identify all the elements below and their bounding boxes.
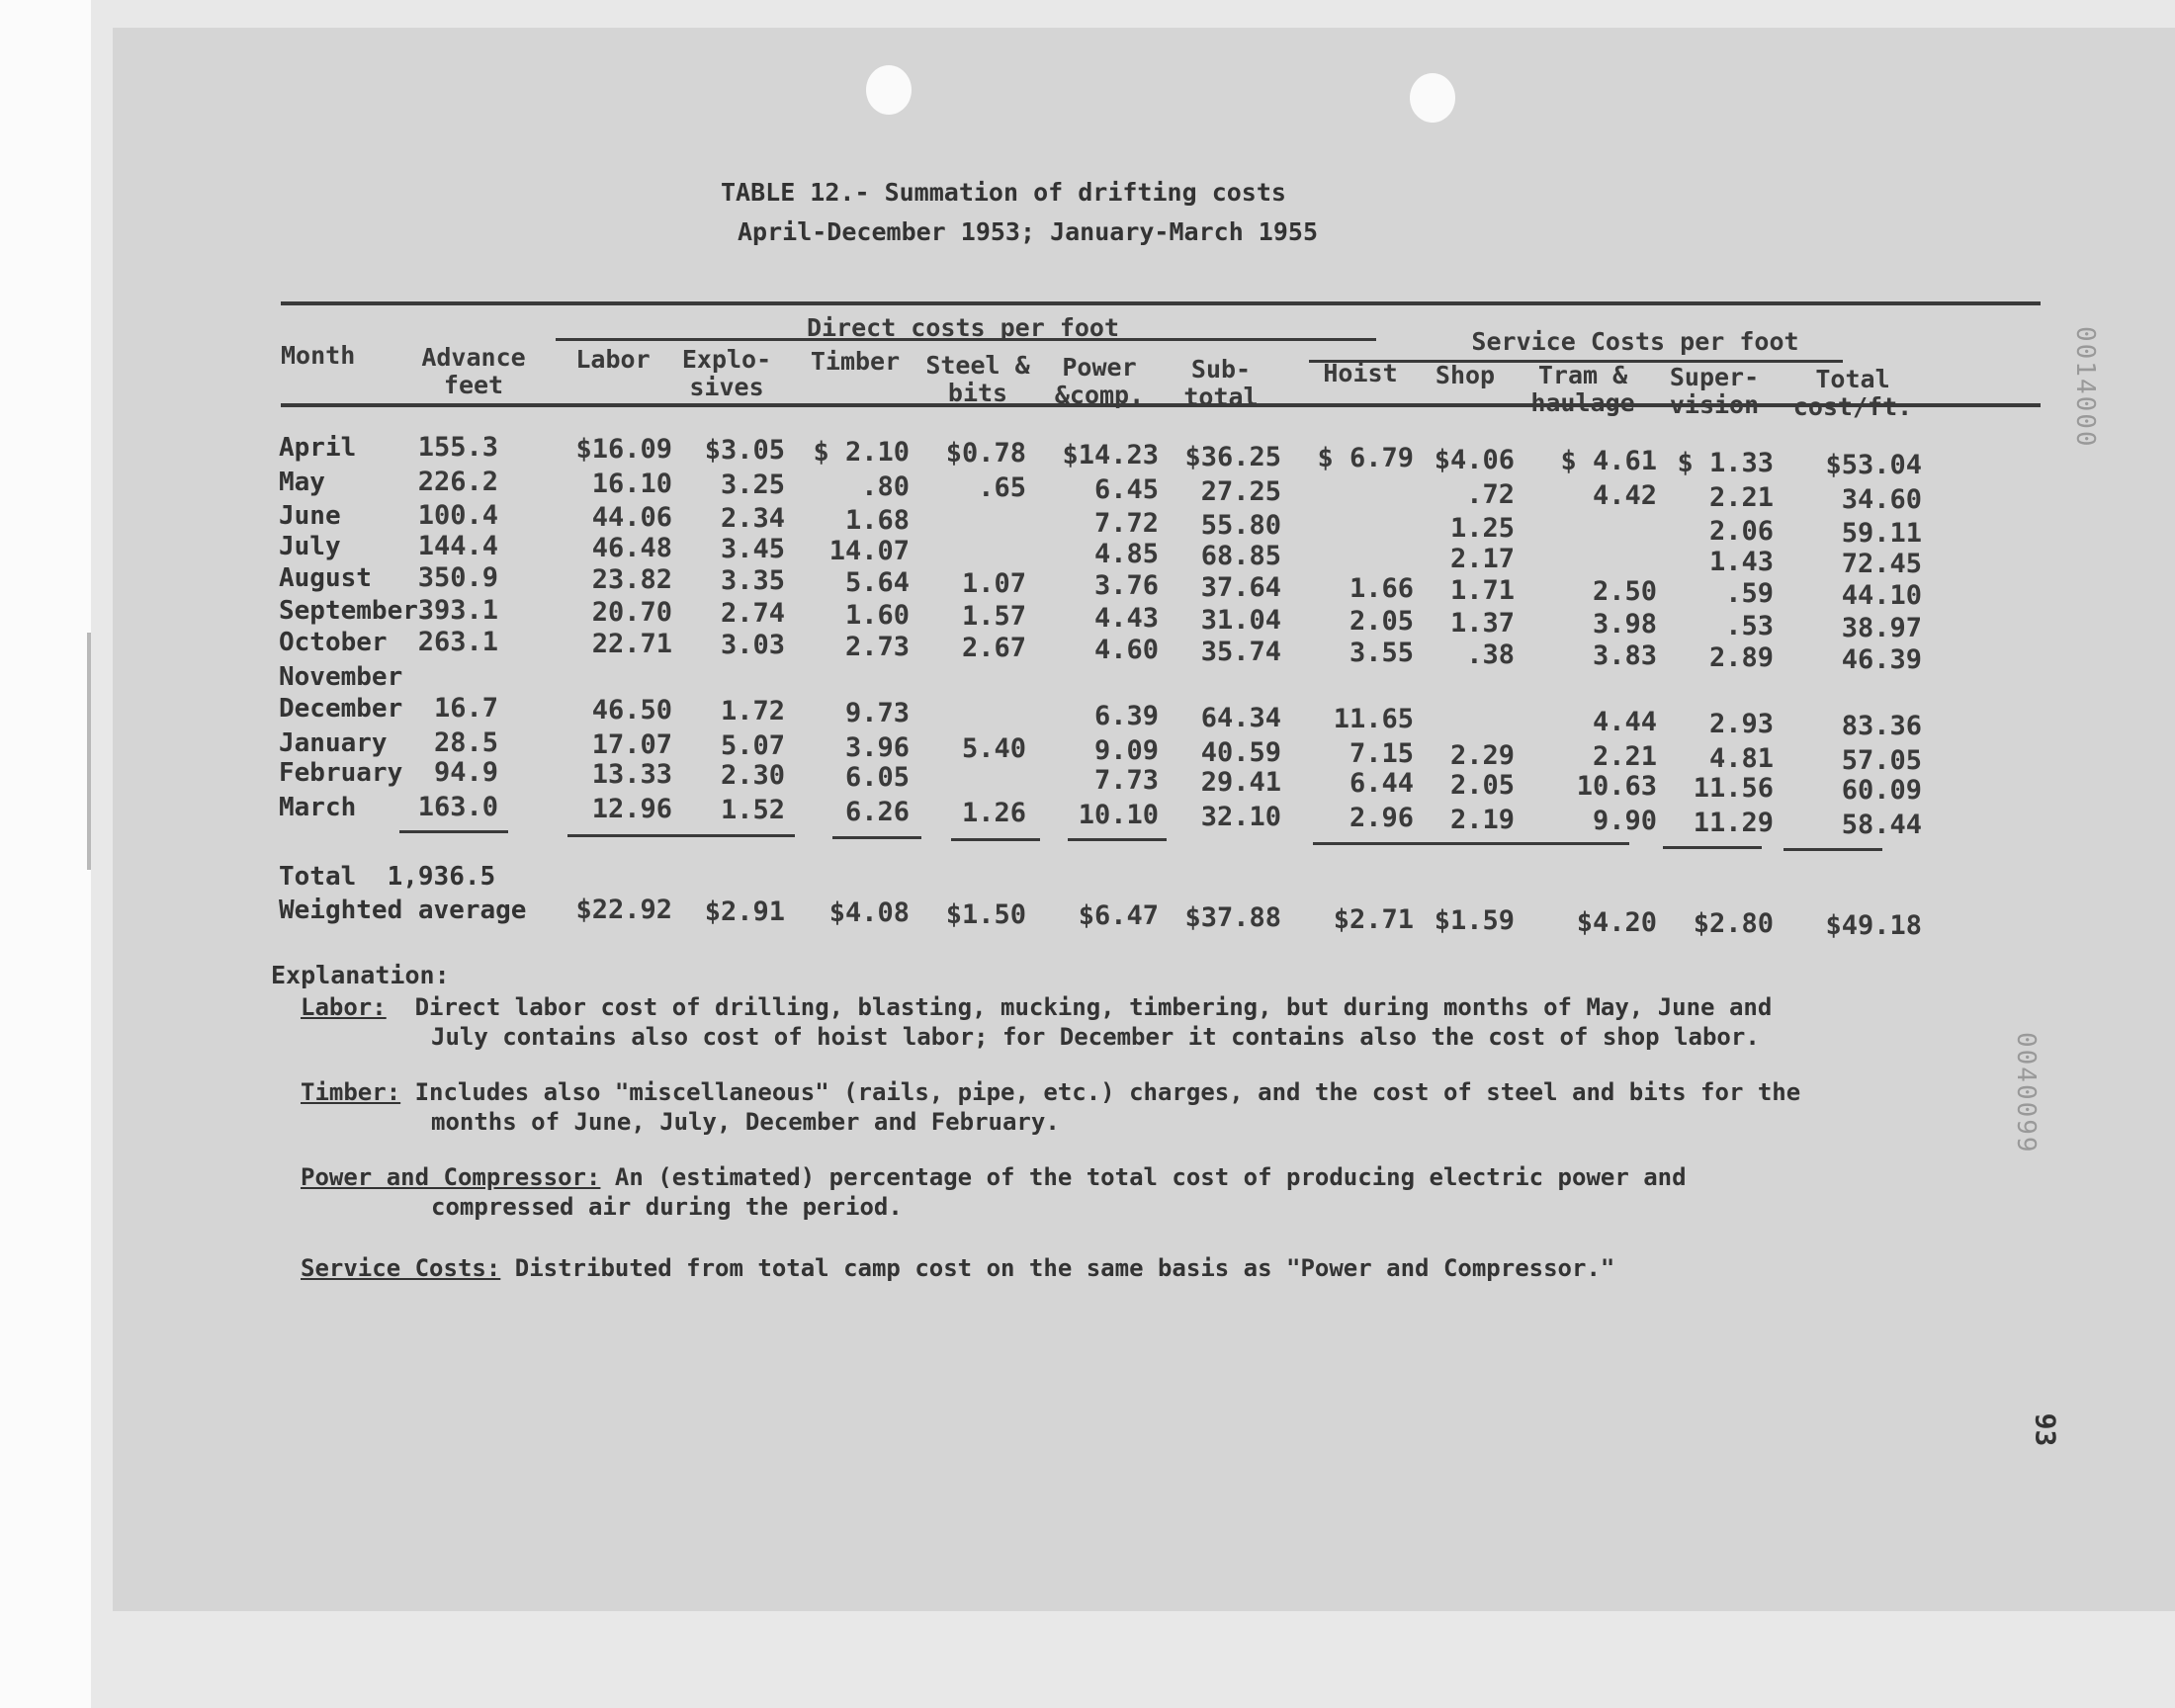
table-cell: 1.57 bbox=[961, 601, 1026, 632]
table-cell: $4.06 bbox=[1434, 445, 1515, 475]
header-month: Month bbox=[281, 341, 356, 370]
column-underline bbox=[567, 834, 795, 837]
row-month-label: January bbox=[279, 728, 388, 758]
table-cell: 9.09 bbox=[1093, 735, 1159, 766]
table-cell: 16.10 bbox=[591, 469, 672, 499]
table-cell: 3.45 bbox=[720, 534, 785, 564]
table-cell: 68.85 bbox=[1200, 541, 1281, 571]
table-cell: 2.89 bbox=[1708, 642, 1774, 673]
header-advance: Advance feet bbox=[421, 343, 526, 399]
table-cell: 4.43 bbox=[1093, 603, 1159, 634]
explanation-service: Service Costs: Distributed from total camp cost on the same basis as "Power and Compressor." bbox=[301, 1254, 1615, 1282]
row-month-label: May bbox=[279, 468, 325, 497]
table-cell: 14.07 bbox=[828, 536, 910, 566]
table-cell: 59.11 bbox=[1841, 518, 1922, 549]
table-cell: 2.21 bbox=[1592, 741, 1657, 772]
table-cell: 2.17 bbox=[1449, 544, 1515, 574]
table-cell: 64.34 bbox=[1200, 703, 1281, 733]
weighted-average-cell: $4.08 bbox=[828, 897, 910, 928]
table-cell: 2.50 bbox=[1592, 576, 1657, 607]
punch-hole bbox=[1410, 73, 1455, 123]
row-month-label: February bbox=[279, 758, 403, 788]
table-cell: 2.74 bbox=[720, 598, 785, 629]
explanation-power: Power and Compressor: An (estimated) percentage of the total cost of producing electric power and compressed air during the period. bbox=[301, 1163, 1687, 1221]
column-underline bbox=[1068, 838, 1167, 841]
table-cell: .53 bbox=[1725, 611, 1774, 641]
table-cell: $ 2.10 bbox=[813, 437, 910, 468]
row-month-label: March bbox=[279, 793, 357, 822]
table-cell: 5.64 bbox=[844, 567, 910, 598]
table-cell: 6.26 bbox=[844, 797, 910, 827]
table-cell: 16.7 bbox=[433, 693, 498, 724]
column-underline bbox=[832, 836, 921, 839]
table-cell: .72 bbox=[1466, 479, 1515, 510]
header-labor: Labor bbox=[575, 345, 651, 374]
table-cell: $ 1.33 bbox=[1677, 448, 1774, 478]
header-power-comp: Power &comp. bbox=[1054, 353, 1145, 409]
table-cell: 46.50 bbox=[591, 695, 672, 726]
row-month-label: October bbox=[279, 628, 388, 657]
table-top-rule bbox=[281, 301, 2041, 305]
table-cell: 20.70 bbox=[591, 597, 672, 628]
table-cell: 6.05 bbox=[844, 762, 910, 793]
table-cell: 3.96 bbox=[844, 732, 910, 763]
row-month-label: August bbox=[279, 563, 372, 593]
table-cell: 6.45 bbox=[1093, 474, 1159, 505]
weighted-average-cell: $2.91 bbox=[704, 897, 785, 927]
header-service-costs: Service Costs per foot bbox=[1471, 327, 1799, 356]
explanation-labor: Labor: Direct labor cost of drilling, blasting, mucking, timbering, but during months of May, June and July contains also cost of hoist labor; for December it contains also the cost of shop labor. bbox=[301, 993, 1773, 1051]
table-cell: 2.34 bbox=[720, 503, 785, 534]
table-cell: 3.03 bbox=[720, 630, 785, 660]
table-cell: .80 bbox=[861, 471, 910, 502]
weighted-average-cell: $22.92 bbox=[575, 895, 672, 925]
weighted-average-label: Weighted average bbox=[279, 896, 527, 925]
table-cell: 1.66 bbox=[1348, 573, 1414, 604]
header-explosives: Explo- sives bbox=[681, 345, 772, 401]
table-cell: $3.05 bbox=[704, 435, 785, 466]
table-cell: 60.09 bbox=[1841, 775, 1922, 806]
header-hoist: Hoist bbox=[1323, 359, 1398, 387]
table-cell: 350.9 bbox=[417, 562, 498, 593]
table-subtitle: April-December 1953; January-March 1955 bbox=[738, 217, 1318, 246]
table-cell: 4.44 bbox=[1592, 707, 1657, 737]
table-cell: 2.73 bbox=[844, 632, 910, 662]
table-cell: 226.2 bbox=[417, 467, 498, 497]
weighted-average-cell: $2.71 bbox=[1333, 904, 1414, 935]
table-cell: 4.81 bbox=[1708, 743, 1774, 774]
table-cell: 40.59 bbox=[1200, 737, 1281, 768]
header-shop: Shop bbox=[1435, 361, 1496, 389]
table-cell: $0.78 bbox=[945, 438, 1026, 469]
row-month-label: April bbox=[279, 433, 357, 463]
table-cell: 57.05 bbox=[1841, 745, 1922, 776]
table-cell: 263.1 bbox=[417, 627, 498, 657]
table-cell: 1.72 bbox=[720, 696, 785, 726]
table-cell: 9.73 bbox=[844, 698, 910, 728]
table-cell: 1.07 bbox=[961, 568, 1026, 599]
header-steel-bits: Steel & bits bbox=[925, 351, 1030, 407]
header-total-cost: Total cost/ft. bbox=[1792, 365, 1913, 421]
table-cell: 11.65 bbox=[1333, 704, 1414, 734]
weighted-average-cell: $1.50 bbox=[945, 899, 1026, 930]
table-cell: 155.3 bbox=[417, 432, 498, 463]
header-direct-costs: Direct costs per foot bbox=[806, 313, 1120, 342]
table-cell: 38.97 bbox=[1841, 613, 1922, 643]
column-underline bbox=[399, 830, 508, 833]
weighted-average-cell: $4.20 bbox=[1576, 907, 1657, 938]
table-cell: 1.68 bbox=[844, 505, 910, 536]
table-cell: 7.72 bbox=[1093, 508, 1159, 539]
table-cell: .59 bbox=[1725, 578, 1774, 609]
table-cell: 2.05 bbox=[1449, 770, 1515, 801]
table-title: TABLE 12.- Summation of drifting costs bbox=[721, 178, 1286, 207]
table-cell: 17.07 bbox=[591, 729, 672, 760]
table-cell: 10.63 bbox=[1576, 771, 1657, 802]
column-underline bbox=[1663, 846, 1762, 849]
table-cell: 2.19 bbox=[1449, 805, 1515, 835]
table-cell: 5.07 bbox=[720, 730, 785, 761]
table-cell: 3.83 bbox=[1592, 640, 1657, 671]
table-cell: 4.42 bbox=[1592, 480, 1657, 511]
table-cell: 2.05 bbox=[1348, 606, 1414, 637]
header-subtotal: Sub- total bbox=[1183, 355, 1259, 411]
table-cell: 11.29 bbox=[1693, 808, 1774, 838]
table-cell: 4.60 bbox=[1093, 635, 1159, 665]
total-row: Total 1,936.5 bbox=[279, 862, 496, 892]
header-tram-haulage: Tram & haulage bbox=[1530, 361, 1635, 417]
table-cell: 37.64 bbox=[1200, 572, 1281, 603]
weighted-average-cell: $6.47 bbox=[1078, 900, 1159, 931]
table-cell: 1.26 bbox=[961, 798, 1026, 828]
column-underline bbox=[1784, 848, 1882, 851]
table-cell: 3.25 bbox=[720, 470, 785, 500]
table-cell: .65 bbox=[978, 472, 1026, 503]
table-cell: 46.48 bbox=[591, 533, 672, 563]
page-number: 93 bbox=[2029, 1412, 2062, 1447]
table-cell: 6.39 bbox=[1093, 701, 1159, 731]
table-cell: 29.41 bbox=[1200, 767, 1281, 798]
row-month-label: June bbox=[279, 501, 341, 531]
table-cell: 13.33 bbox=[591, 759, 672, 790]
table-cell: 144.4 bbox=[417, 531, 498, 561]
header-bottom-rule bbox=[281, 403, 2041, 407]
side-stamp-number: 0014000 bbox=[2070, 326, 2100, 449]
table-cell: 393.1 bbox=[417, 595, 498, 626]
table-cell: 94.9 bbox=[433, 757, 498, 788]
scan-margin bbox=[0, 0, 91, 1708]
table-cell: 7.15 bbox=[1348, 738, 1414, 769]
table-cell: 2.93 bbox=[1708, 709, 1774, 739]
table-cell: 163.0 bbox=[417, 792, 498, 822]
table-cell: 3.35 bbox=[720, 565, 785, 596]
table-cell: 34.60 bbox=[1841, 484, 1922, 515]
table-cell: $16.09 bbox=[575, 434, 672, 465]
table-cell: 46.39 bbox=[1841, 644, 1922, 675]
table-cell: 1.37 bbox=[1449, 608, 1515, 639]
explanation-heading: Explanation: bbox=[271, 961, 450, 989]
table-cell: 44.10 bbox=[1841, 580, 1922, 611]
side-stamp-number: 0040099 bbox=[2011, 1032, 2041, 1154]
table-cell: .38 bbox=[1466, 640, 1515, 670]
table-cell: 44.06 bbox=[591, 502, 672, 533]
table-cell: 2.21 bbox=[1708, 482, 1774, 513]
punch-hole bbox=[866, 65, 912, 115]
table-cell: 6.44 bbox=[1348, 768, 1414, 799]
table-cell: 4.85 bbox=[1093, 539, 1159, 569]
table-cell: 5.40 bbox=[961, 733, 1026, 764]
header-timber: Timber bbox=[810, 347, 901, 376]
table-cell: 23.82 bbox=[591, 564, 672, 595]
table-cell: 27.25 bbox=[1200, 476, 1281, 507]
table-cell: 7.73 bbox=[1093, 765, 1159, 796]
table-cell: 1.43 bbox=[1708, 547, 1774, 577]
table-cell: 1.52 bbox=[720, 795, 785, 825]
table-cell: $36.25 bbox=[1184, 442, 1281, 472]
table-cell: 22.71 bbox=[591, 629, 672, 659]
table-cell: 10.10 bbox=[1078, 800, 1159, 830]
table-cell: 35.74 bbox=[1200, 637, 1281, 667]
table-cell: 2.96 bbox=[1348, 803, 1414, 833]
row-month-label: July bbox=[279, 532, 341, 561]
table-cell: 12.96 bbox=[591, 794, 672, 824]
document-page bbox=[113, 28, 2175, 1611]
table-cell: $ 6.79 bbox=[1317, 443, 1414, 473]
table-cell: 72.45 bbox=[1841, 549, 1922, 579]
table-cell: 100.4 bbox=[417, 500, 498, 531]
weighted-average-cell: $49.18 bbox=[1825, 910, 1922, 941]
weighted-average-cell: $37.88 bbox=[1184, 902, 1281, 933]
table-cell: 1.60 bbox=[844, 600, 910, 631]
explanation-timber: Timber: Includes also "miscellaneous" (rails, pipe, etc.) charges, and the cost of steel and bits for the months of June, July, December and February. bbox=[301, 1078, 1801, 1136]
header-supervision: Super- vision bbox=[1669, 363, 1760, 419]
table-cell: 2.29 bbox=[1449, 740, 1515, 771]
row-month-label: November bbox=[279, 662, 403, 692]
table-cell: 28.5 bbox=[433, 727, 498, 758]
table-cell: 3.98 bbox=[1592, 609, 1657, 640]
table-cell: $53.04 bbox=[1825, 450, 1922, 480]
row-month-label: September bbox=[279, 596, 418, 626]
table-cell: 3.55 bbox=[1348, 638, 1414, 668]
table-cell: 1.71 bbox=[1449, 575, 1515, 606]
table-cell: 58.44 bbox=[1841, 810, 1922, 840]
column-underline bbox=[951, 838, 1040, 841]
table-cell: 3.76 bbox=[1093, 570, 1159, 601]
table-cell: 1.25 bbox=[1449, 513, 1515, 544]
table-cell: $ 4.61 bbox=[1560, 446, 1657, 476]
table-cell: 9.90 bbox=[1592, 806, 1657, 836]
table-cell: 55.80 bbox=[1200, 510, 1281, 541]
table-cell: 83.36 bbox=[1841, 711, 1922, 741]
weighted-average-cell: $1.59 bbox=[1434, 905, 1515, 936]
table-cell: 32.10 bbox=[1200, 802, 1281, 832]
row-month-label: December bbox=[279, 694, 403, 724]
weighted-average-cell: $2.80 bbox=[1693, 908, 1774, 939]
table-cell: 31.04 bbox=[1200, 605, 1281, 636]
column-underline bbox=[1313, 842, 1629, 845]
table-cell: 2.06 bbox=[1708, 516, 1774, 547]
table-cell: 2.67 bbox=[961, 633, 1026, 663]
table-cell: $14.23 bbox=[1062, 440, 1159, 470]
table-cell: 2.30 bbox=[720, 760, 785, 791]
table-cell: 11.56 bbox=[1693, 773, 1774, 804]
